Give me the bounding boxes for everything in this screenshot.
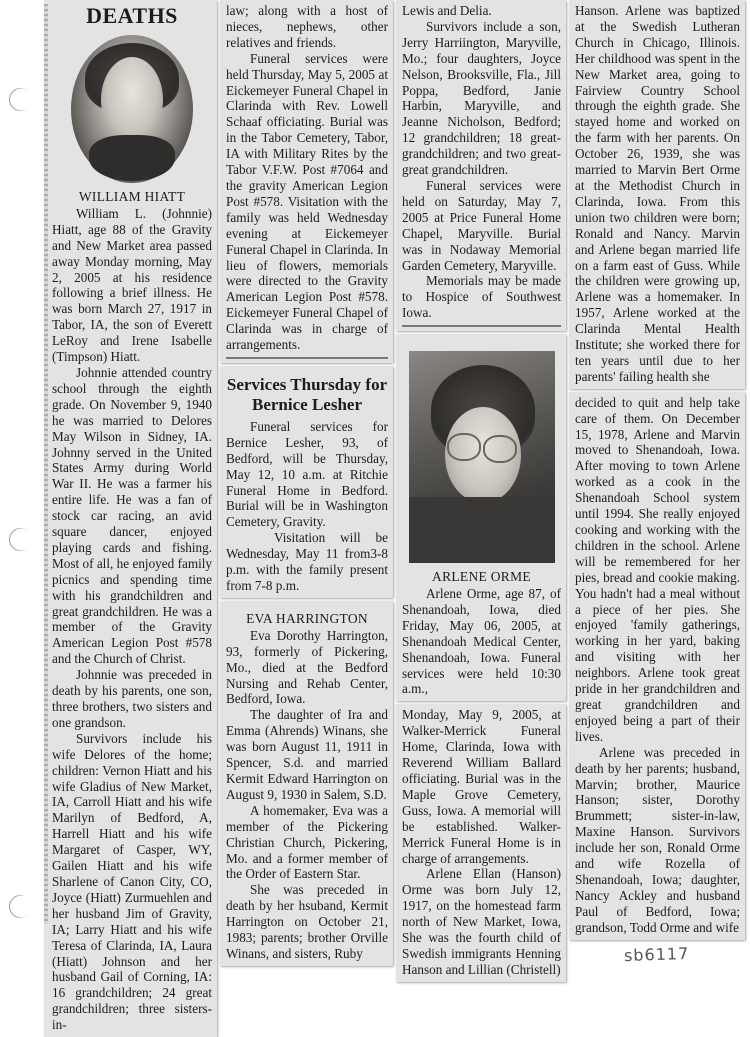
obituary-paragraph: Visitation will be Wednesday, May 11 from3-8 p.m. with the family present from 7-8 p.m. [226, 530, 388, 593]
lesher-notice [220, 366, 393, 598]
binder-hole [4, 890, 37, 923]
photo-william-hiatt [71, 35, 193, 183]
obituary-paragraph: A homemaker, Eva was a member of the Pickering Christian Church, Pickering, Mo. and a former member of the Order of Eastern Star. [226, 802, 388, 882]
photo-glasses-left [447, 433, 481, 461]
obituary-paragraph: Eva Dorothy Harrington, 93, formerly of Pickering, Mo., died at the Bedford Nursing and Rehab Center, Bedford, Iowa. [226, 627, 388, 707]
obituary-paragraph: Funeral services for Bernice Lesher, 93, of Bedford, will be Thursday, May 12, 10 a.m. at Ritchie Funeral Home in Bedford. Burial will be in Washington Cemetery, Gravity. [226, 418, 388, 530]
obituary-name: EVA HARRINGTON [246, 610, 368, 626]
obituary-paragraph: Johnnie attended country school through the eighth grade. On November 9, 1940 he was married to Delores May Wilson in Sidney, IA. Johnny served in the United States Army during World War II. He was a farmer his entire life. He was a fan of stock car racing, an avid square dancer, enjoyed playing cards and fishing. Most of all, he enjoyed family picnics and spending time with his grandchildren and great grandchildren. He was a member of the Gravity American Legion Post #578 and the Church of Christ. [52, 364, 212, 667]
section-title: DEATHS [86, 3, 178, 28]
headline: Services Thursday for Bernice Lesher [226, 374, 388, 414]
photo-shirt [89, 135, 175, 181]
obituary-paragraph: Arlene Orme, age 87, of Shenandoah, Iowa, died Friday, May 06, 2005, at Shenandoah Medical Center, Shenandoah, Iowa. Funeral services were held 10:30 a.m., [402, 586, 561, 697]
orme-column-1b [396, 704, 566, 981]
obituary-paragraph: Funeral services were held Thursday, May 5, 2005 at Eickemeyer Funeral Chapel in Clarinda with Rev. Lowell Schaaf officiating. Burial was in the Tabor Cemetery, Tabor, IA with Military Rites by the Tabor V.F.W. Post #7064 and the gravity American Legion Post #578. Visitation with the family was held Wednesday evening at Eickemeyer Funeral Chapel in Clarinda. In lieu of flowers, memorials were directed to the Gravity American Legion Post #578. Eickemeyer Funeral Chapel of Clarinda was in charge of arrangements. [226, 50, 388, 353]
divider-rule [226, 357, 388, 359]
obituary-paragraph: Memorials may be made to Hospice of Southwest Iowa. [402, 273, 561, 321]
obituary-paragraph: Survivors include his wife Delores of the home; children: Vernon Hiatt and his wife Gladius of New Market, IA, Carroll Hiatt and his wife Marilyn of Bedford, A, Harrell Hiatt and his wife Margaret of Casper, WY, Gailen Hiatt and his wife Sharlene of Canon City, CO, Joyce (Hiatt) Zurmuehlen and her husband Jim of Gravity, IA; Larry Hiatt and his wife Teresa of Clarinda, IA, Laura (Hiatt) Johnson and her husband Gail of Corning, IA: 16 grandchildren; 24 great grandchildren; three sisters-in- [52, 730, 212, 1033]
column-1 [44, 0, 217, 1037]
obituary-paragraph: William L. (Johnnie) Hiatt, age 88 of the Gravity and New Market area passed away Monday morning, May 2, 2005 at his residence following a brief illness. He was born March 27, 1917 in Tabor, IA, the son of Everett LeRoy and Irene Isabelle (Timpson) Hiatt. [52, 205, 212, 365]
clipping-sheet [44, 0, 745, 1037]
divider-rule [402, 325, 561, 327]
harrington-column-1 [220, 601, 393, 966]
obituary-paragraph: The daughter of Ira and Emma (Ahrends) Winans, she was born August 11, 1911 in Spencer, S.d. and married Kermit Edward Harrington on August 9, 1930 in Salem, S.D. [226, 707, 388, 802]
obituary-paragraph: Johnnie was preceded in death by his parents, one son, three brothers, two sisters and one grandson. [52, 667, 212, 730]
orme-column-1a [396, 334, 566, 701]
obituary-paragraph: Arlene Ellan (Hanson) Orme was born July 12, 1917, on the homestead farm north of New Market, Iowa, She was the fourth child of Swedish immigrants Henning Hanson and Lillian (Christell) [402, 866, 561, 977]
binder-hole [4, 523, 37, 556]
photo-collar [409, 497, 555, 563]
obituary-paragraph: Monday, May 9, 2005, at Walker-Merrick Funeral Home, Clarinda, Iowa with Reverend William Ballard officiating. Burial was in the Maple Grove Cemetery, Guss, Iowa. A memorial will be established. Walker-Merrick Funeral Home is in charge of arrangements. [402, 707, 561, 866]
column-2 [220, 0, 393, 966]
obituary-paragraph: Arlene was preceded in death by her parents; husband, Marvin; brother, Maurice Hanson; sister, Dorothy Brummett; sister-in-law, Maxine Hanson. Survivors include her son, Ronald Orme and wife Rozella of Shenandoah, Iowa; daughter, Nancy Ackley and husband Paul of Bedford, Iowa; grandson, Todd Orme and wife [575, 744, 740, 935]
harrington-column-2 [396, 0, 566, 331]
hiatt-column-1 [44, 0, 217, 1037]
obituary-paragraph: Survivors include a son, Jerry Harriington, Maryville, Mo.; four daughters, Joyce Nelson, Brooksville, Fla., Jill Poppa, Bedford, Janie Harbin, Maryville, and Jeanne Nicholson, Bedford; 12 grandchildren; 18 great-grandchildren; and two great-great grandchildren. [402, 18, 561, 178]
obituary-paragraph: Funeral services were held on Saturday, May 7, 2005 at Price Funeral Home Chapel, Maryville. Burial was in Nodaway Memorial Garden Cemetery, Maryville. [402, 177, 561, 273]
obituary-paragraph: Lewis and Delia. [402, 3, 492, 18]
column-3 [396, 0, 566, 982]
hiatt-column-2 [220, 0, 393, 363]
photo-face [101, 57, 163, 143]
orme-column-2b [569, 392, 745, 940]
archive-mark: sb6117 [624, 943, 690, 965]
obituary-paragraph: law; along with a host of nieces, nephews, other relatives and friends. [226, 3, 388, 50]
obituary-paragraph: decided to quit and help take care of them. On December 15, 1978, Arlene and Marvin moved to Shenandoah, Iowa. After moving to town Arlene worked as a cook in the Shenandoah School system until 1994. She really enjoyed cooking and working with the children in the school. Arlene will be remembered for her pies, bread and cookie making. You hadn't had a meal without a piece of her pies. She enjoyed 'family gatherings, working in her yard, baking and visiting with her neighbors. Arlene took great pride in her grandchildren and great grandchildren and enjoyed being a part of their lives. [575, 394, 740, 744]
obituary-paragraph: She was preceded in death by her hsuband, Kermit Harrington on October 21, 1983; parents; brother Orville Winans, and sisters, Ruby [226, 882, 388, 961]
binder-hole [4, 83, 37, 116]
orme-column-2a [569, 0, 745, 389]
photo-arlene-orme [409, 351, 555, 563]
obituary-name: WILLIAM HIATT [78, 189, 186, 204]
obituary-name: ARLENE ORME [432, 569, 531, 585]
obituary-paragraph: Hanson. Arlene was baptized at the Swedish Lutheran Church in Chicago, Illinois. Her childhood was spent in the New Market area, going to Fairview Country School through the eighth grade. She stayed home and worked on the farm with her parents. On October 26, 1939, she was married to Marvin Bert Orme at the Methodist Church in Clarinda, Iowa. From this union two children were born; Ronald and Nancy. Marvin and Arlene began married life on a farm east of Guss. While the children were growing up, Arlene was a homemaker. In 1957, Arlene worked at the Clarinda Mental Health Institute; she worked there for ten years until due to her parents' failing health she [575, 3, 740, 384]
column-4 [569, 0, 745, 964]
photo-glasses-right [483, 435, 517, 463]
